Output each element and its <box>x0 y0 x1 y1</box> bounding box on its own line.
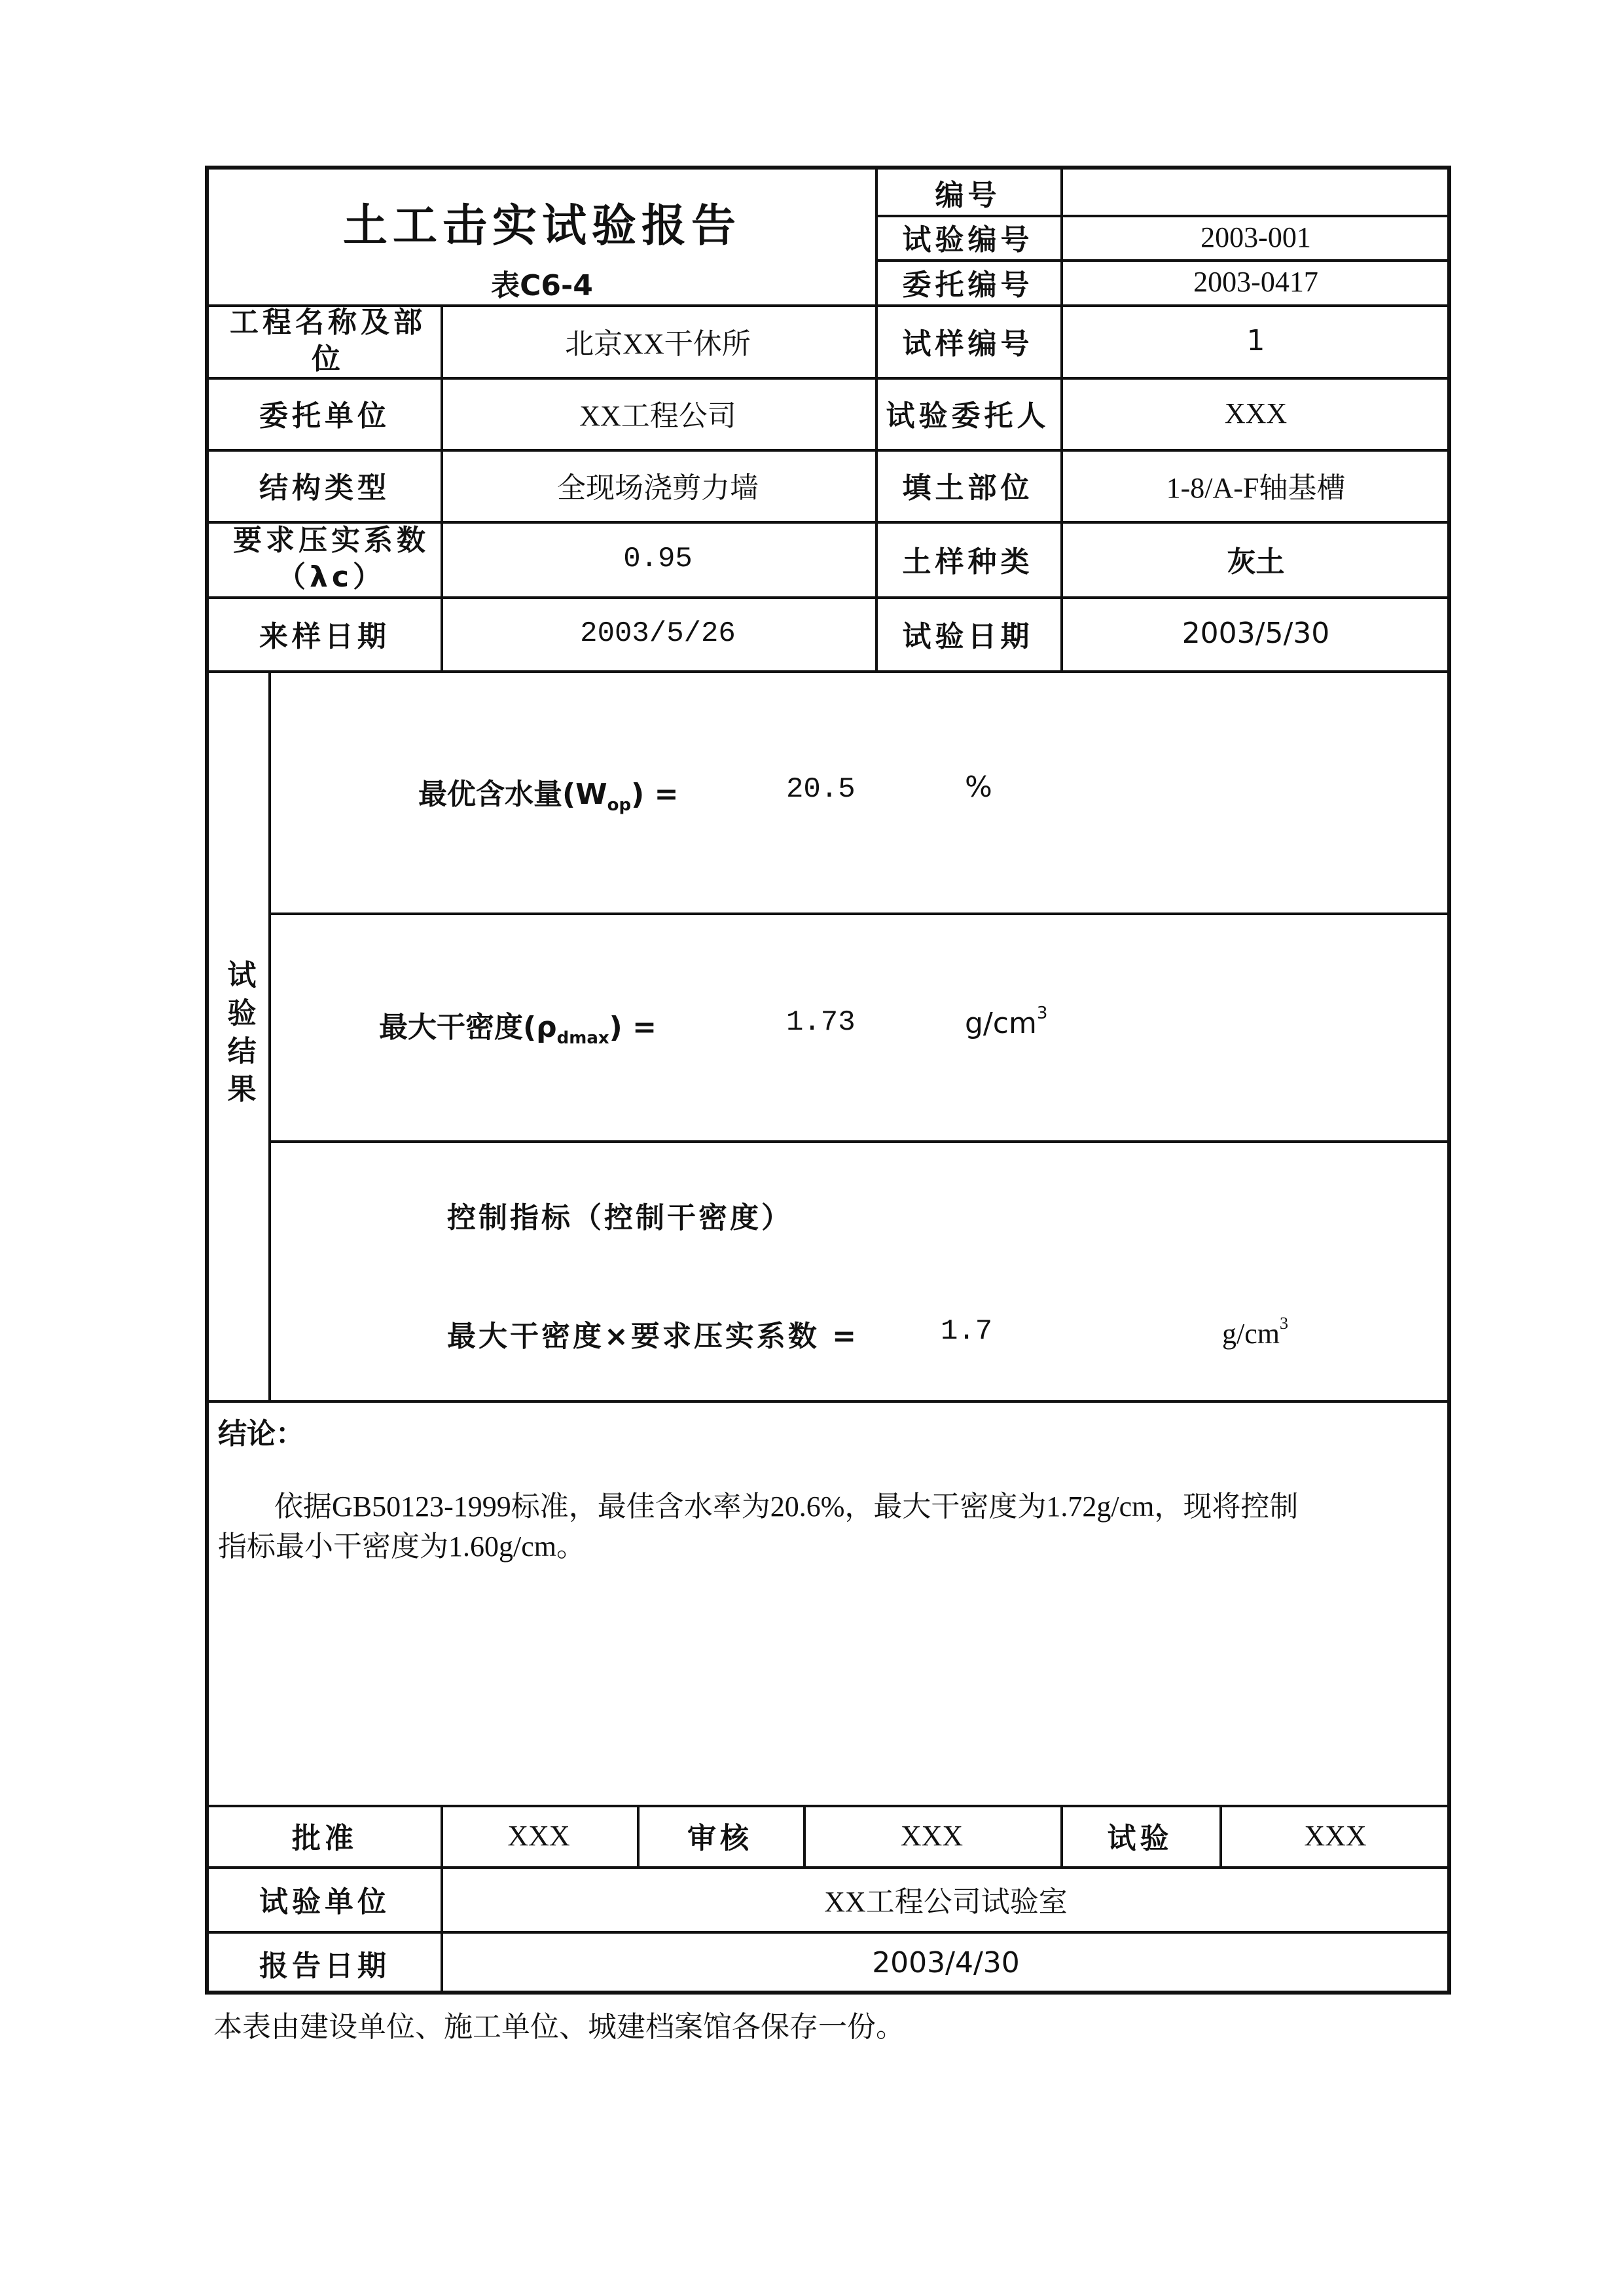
conclusion-label: 结论： <box>218 1417 304 1451</box>
structure-label: 结构类型 <box>259 471 390 505</box>
serial-value <box>1060 170 1451 215</box>
report-date-value: 2003/4/30 <box>872 1946 1020 1979</box>
footer-note: 本表由建设单位、施工单位、城建档案馆各保存一份。 <box>213 2011 905 2043</box>
client-value: XX工程公司 <box>579 400 736 432</box>
coef-value: 0.95 <box>623 542 693 575</box>
review-label: 审核 <box>687 1822 753 1855</box>
test-date-value: 2003/5/30 <box>1182 617 1330 650</box>
project-value: 北京XX干休所 <box>565 327 751 360</box>
report-date-label: 报告日期 <box>259 1949 390 1983</box>
control-value: 1.7 <box>941 1315 993 1348</box>
approve-label: 批准 <box>292 1822 357 1855</box>
fill-label: 填土部位 <box>902 471 1034 505</box>
report-form <box>205 166 1451 1995</box>
test-date-label: 试验日期 <box>902 619 1034 653</box>
entrust-no-label: 委托编号 <box>902 268 1034 302</box>
moisture-value: 20.5 <box>786 773 856 806</box>
sample-no-value: 1 <box>1246 324 1265 357</box>
density-label: 最大干密度$(\rho_{dmax})$ = <box>379 1011 657 1048</box>
moisture-label: 最优含水量$(W_{op})$ = <box>418 778 679 815</box>
density-value: 1.73 <box>786 1006 856 1039</box>
structure-value: 全现场浇剪力墙 <box>557 472 759 504</box>
serial-label: 编号 <box>935 178 1001 212</box>
moisture-unit: % <box>965 770 992 804</box>
fill-value: 1-8/A-F轴基槽 <box>1166 472 1346 504</box>
conclusion-line-2: 指标最小干密度为1.60g/cm。 <box>218 1530 585 1563</box>
density-unit: $g/cm^3$ <box>965 1003 1048 1040</box>
sample-date-value: 2003/5/26 <box>580 617 736 650</box>
project-label: 工程名称及部位 <box>230 305 426 376</box>
coef-label: 要求压实系数（λc） <box>233 523 429 594</box>
soil-value: 灰土 <box>1227 545 1285 579</box>
client-label: 委托单位 <box>259 399 390 433</box>
test-no-label: 试验编号 <box>902 223 1034 257</box>
soil-label: 土样种类 <box>902 545 1034 579</box>
unit-value: XX工程公司试验室 <box>824 1885 1068 1918</box>
consignor-label: 试验委托人 <box>886 399 1050 433</box>
report-title: 土工击实试验报告 <box>342 200 741 252</box>
consignor-value: XXX <box>1224 397 1288 429</box>
sample-no-label: 试样编号 <box>902 327 1034 361</box>
control-unit: $g/cm^3$ <box>1222 1314 1288 1350</box>
sample-date-label: 来样日期 <box>259 619 390 653</box>
approve-value: XXX <box>507 1819 570 1852</box>
test-no-value: 2003-001 <box>1200 221 1311 253</box>
control-label: 控制指标（控制干密度） <box>447 1201 793 1235</box>
tester-label: 试验 <box>1107 1822 1173 1855</box>
entrust-no-value: 2003-0417 <box>1193 266 1318 298</box>
tester-value: XXX <box>1304 1819 1367 1852</box>
control-formula: 最大干密度×要求压实系数 = <box>447 1320 859 1353</box>
unit-label: 试验单位 <box>259 1885 390 1919</box>
conclusion-line-1: 依据GB50123-1999标准，最佳含水率为20.6%，最大干密度为1.72g/cm，现将控制 <box>274 1491 1299 1523</box>
form-number: 表C6-4 <box>491 269 593 302</box>
review-value: XXX <box>900 1819 964 1852</box>
results-section-label: 试验结果 <box>222 959 256 1111</box>
